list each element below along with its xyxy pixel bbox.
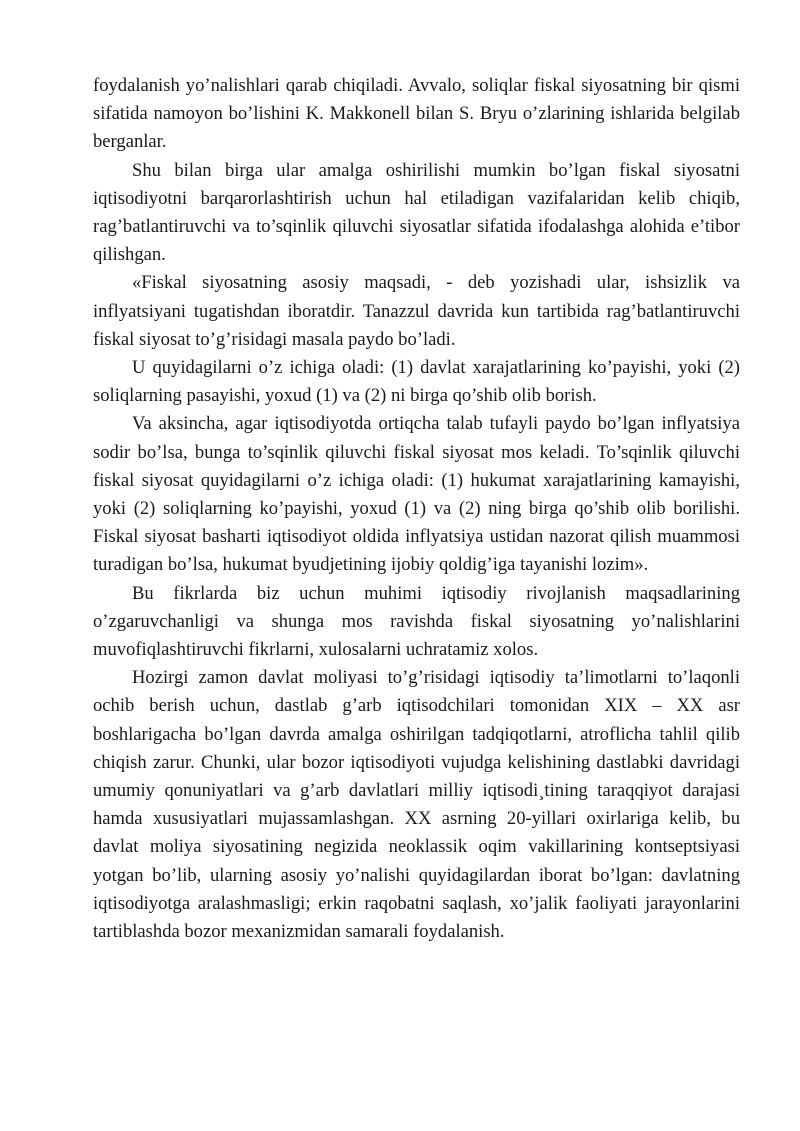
paragraph-2: Shu bilan birga ular amalga oshirilishi mumkin bo’lgan fiskal siyosatni iqtisodiyotni barqarorlashtirish uchun hal etiladigan vazifalaridan kelib chiqib, rag’batlantiruvchi va to’sqinlik qiluvchi siyosatlar sifatida ifodalashga alohida e’tibor qilishgan. [93, 159, 740, 266]
paragraph-4: U quyidagilarni o’z ichiga oladi: (1) davlat xarajatlarining ko’payishi, yoki (2) soliqlarning pasayishi, yoxud (1) va (2) ni birga qo’shib olib borish. [93, 357, 740, 407]
paragraph-7: Hozirgi zamon davlat moliyasi to’g’risidagi iqtisodiy ta’limotlarni to’laqonli ochib berish uchun, dastlab g’arb iqtisodchilari tomonidan XIX – XX asr boshlarigacha bo’lgan davrda amalga oshirilgan tadqiqotlarni, atroflicha tahlil qilib chiqish zarur. Chunki, ular bozor iqtisodiyoti vujudga kelishining dastlabki davridagi umumiy qonuniyatlari va g’arb davlatlari milliy iqtisodi¸tining taraqqiyot darajasi hamda xususiyatlari mujassamlashgan. XX asrning 20-yillari oxirlariga kelib, bu davlat moliya siyosatining negizida neoklassik oqim vakillarining kontseptsiyasi yotgan bo’lib, ularning asosiy yo’nalishi quyidagilardan iborat bo’lgan: davlatning iqtisodiyotga aralashmasligi; erkin raqobatni saqlash, xo’jalik faoliyati jarayonlarini tartiblashda bozor mexanizmidan samarali foydalanish. [93, 667, 740, 943]
paragraph-6: Bu fikrlarda biz uchun muhimi iqtisodiy rivojlanish maqsadlarining o’zgaruvchanligi va shunga mos ravishda fiskal siyosatning yo’nalishlarini muvofiqlashtiruvchi fikrlarni, xulosalarni uchratamiz xolos. [93, 582, 740, 661]
document-page [93, 72, 740, 946]
paragraph-3: «Fiskal siyosatning asosiy maqsadi, - deb yozishadi ular, ishsizlik va inflyatsiyani tugatishdan iboratdir. Tanazzul davrida kun tartibida rag’batlantiruvchi fiskal siyosat to’g’risidagi masala paydo bo’ladi. [93, 272, 740, 350]
paragraph-5: Va aksincha, agar iqtisodiyotda ortiqcha talab tufayli paydo bo’lgan inflyatsiya sodir bo’lsa, bunga to’sqinlik qiluvchi fiskal siyosat mos keladi. To’sqinlik qiluvchi fiskal siyosat quyidagilarni o’z ichiga oladi: (1) hukumat xarajatlarining kamayishi, yoki (2) soliqlarning ko’payishi, yoxud (1) va (2) ning birga qo’shib olib borilishi. Fiskal siyosat basharti iqtisodiyot oldida inflyatsiya ustidan nazorat qilish muammosi turadigan bo’lsa, hukumat byudjetining ijobiy qoldig’iga tayanishi lozim». [93, 413, 740, 576]
paragraph-1: foydalanish yo’nalishlari qarab chiqiladi. Avvalo, soliqlar fiskal siyosatning bir qismi sifatida namoyon bo’lishini K. Makkonell bilan S. Bryu o’zlarining ishlarida belgilab berganlar. [93, 75, 740, 153]
